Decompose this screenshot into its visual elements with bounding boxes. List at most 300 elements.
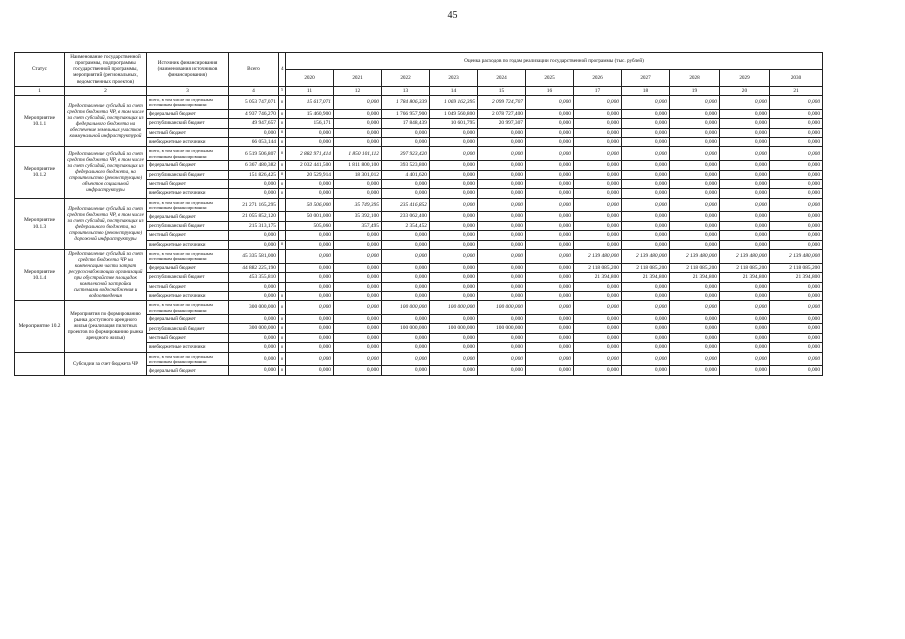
total-cell: 0,000 (229, 343, 279, 352)
value-cell: 0,000 (622, 291, 670, 300)
value-cell: 0,000 (622, 96, 670, 110)
value-cell: 0,000 (334, 249, 382, 263)
group-name: Мероприятия по формированию рынка доступного арендного жилья (реализация пилотных проектов по формированию рынка арендного жилья) (65, 301, 147, 352)
value-cell: 0,000 (622, 128, 670, 137)
total-cell: 0,000 (229, 189, 279, 198)
value-cell: 0,000 (478, 291, 526, 300)
value-cell: 0,000 (622, 301, 670, 315)
value-cell: 2 118 085,200 (670, 263, 720, 272)
marker-cell: # (279, 324, 286, 333)
value-cell: 0,000 (526, 96, 574, 110)
value-cell: 0,000 (382, 343, 430, 352)
group-name: Предоставление субсидий за счет средств бюджета ЧР на компенсацию части затрат ресурсоснабжающих организаций при обустройстве площадок комплексной застройки системами водоснабжения и водоотведения (65, 249, 147, 300)
group-status: Мероприятие 10.1.2 (15, 147, 65, 198)
value-cell: 0,000 (382, 128, 430, 137)
marker-cell: # (279, 147, 286, 161)
marker-cell (279, 231, 286, 240)
source-cell: федеральный бюджет (147, 109, 229, 118)
value-cell: 0,000 (478, 240, 526, 249)
value-cell: 0,000 (720, 343, 770, 352)
value-cell: 0,000 (770, 119, 823, 128)
column-number-cell: 21 (770, 86, 823, 95)
value-cell: 0,000 (622, 231, 670, 240)
group-status: Мероприятие 10.1.1 (15, 96, 65, 147)
column-number-cell: 15 (478, 86, 526, 95)
value-cell: 0,000 (574, 333, 622, 342)
value-cell: 0,000 (286, 179, 334, 188)
value-cell: 0,000 (382, 282, 430, 291)
value-cell: 15 617,071 (286, 96, 334, 110)
value-cell: 0,000 (720, 366, 770, 375)
value-cell: 0,000 (286, 263, 334, 272)
value-cell: 0,000 (478, 273, 526, 282)
marker-cell: # (279, 343, 286, 352)
header-row-top (15, 53, 823, 70)
value-cell: 2 118 085,200 (622, 263, 670, 272)
value-cell: 0,000 (430, 333, 478, 342)
value-cell: 0,000 (622, 161, 670, 170)
value-cell: 0,000 (720, 352, 770, 366)
marker-cell: # (279, 179, 286, 188)
value-cell: 0,000 (622, 170, 670, 179)
value-cell: 0,000 (622, 137, 670, 146)
value-cell: 0,000 (770, 96, 823, 110)
value-cell: 0,000 (574, 343, 622, 352)
value-cell: 235 416,852 (382, 198, 430, 212)
value-cell: 2 139 480,000 (770, 249, 823, 263)
header-year-2020: 2020 (286, 69, 334, 86)
value-cell: 0,000 (334, 301, 382, 315)
value-cell: 0,000 (526, 109, 574, 118)
total-cell: 0,000 (229, 179, 279, 188)
value-cell: 0,000 (478, 198, 526, 212)
value-cell: 0,000 (670, 324, 720, 333)
source-cell: всего, в том числе по отдельным источникам финансирования: (147, 198, 229, 212)
value-cell: 0,000 (526, 343, 574, 352)
value-cell: 0,000 (430, 231, 478, 240)
source-cell: всего, в том числе по отдельным источникам финансирования: (147, 301, 229, 315)
value-cell: 2 118 085,200 (720, 263, 770, 272)
value-cell: 0,000 (526, 170, 574, 179)
value-cell: 505,060 (286, 221, 334, 230)
value-cell: 0,000 (430, 366, 478, 375)
source-cell: внебюджетные источники (147, 291, 229, 300)
value-cell: 0,000 (670, 212, 720, 221)
marker-cell (279, 249, 286, 263)
source-cell: федеральный бюджет (147, 161, 229, 170)
total-cell: 21 271 165,295 (229, 198, 279, 212)
value-cell: 0,000 (770, 301, 823, 315)
total-cell: 300 000,000 (229, 301, 279, 315)
total-cell: 0,000 (229, 315, 279, 324)
value-cell: 0,000 (430, 291, 478, 300)
group-name: Субсидии за счет бюджета ЧР (65, 352, 147, 375)
column-number-cell: 17 (574, 86, 622, 95)
value-cell: 1 049 560,800 (430, 109, 478, 118)
value-cell: 0,000 (286, 324, 334, 333)
value-cell: 0,000 (622, 221, 670, 230)
value-cell: 0,000 (574, 221, 622, 230)
value-cell: 0,000 (334, 291, 382, 300)
table-row (15, 301, 823, 315)
value-cell: 0,000 (770, 343, 823, 352)
value-cell: 0,000 (478, 352, 526, 366)
value-cell: 100 000,000 (478, 324, 526, 333)
value-cell: 0,000 (526, 137, 574, 146)
value-cell: 0,000 (526, 161, 574, 170)
value-cell: 0,000 (720, 231, 770, 240)
source-cell: местный бюджет (147, 333, 229, 342)
value-cell: 0,000 (382, 137, 430, 146)
header-year-2025: 2025 (526, 69, 574, 86)
value-cell: 0,000 (770, 189, 823, 198)
value-cell: 0,000 (382, 333, 430, 342)
marker-cell (279, 212, 286, 221)
value-cell: 0,000 (670, 96, 720, 110)
value-cell: 397 923,420 (382, 147, 430, 161)
column-number-cell: 4 (229, 86, 279, 95)
value-cell: 0,000 (286, 343, 334, 352)
value-cell: 0,000 (382, 240, 430, 249)
value-cell: 0,000 (720, 161, 770, 170)
value-cell: 0,000 (670, 301, 720, 315)
value-cell: 0,000 (286, 137, 334, 146)
value-cell: 0,000 (670, 366, 720, 375)
marker-cell: # (279, 315, 286, 324)
value-cell: 0,000 (670, 231, 720, 240)
column-number-cell: 3 (147, 86, 229, 95)
table-row (15, 198, 823, 212)
value-cell: 0,000 (770, 221, 823, 230)
header-year-2029: 2029 (720, 69, 770, 86)
value-cell: 0,000 (478, 231, 526, 240)
column-number-cell: 11 (286, 86, 334, 95)
value-cell: 0,000 (526, 282, 574, 291)
page-number: 45 (447, 10, 458, 21)
column-number-cell: 2 (65, 86, 147, 95)
value-cell: 0,000 (430, 170, 478, 179)
value-cell: 0,000 (526, 212, 574, 221)
value-cell: 0,000 (430, 273, 478, 282)
marker-cell (279, 198, 286, 212)
value-cell: 0,000 (574, 179, 622, 188)
group-name: Предоставление субсидий за счет средств бюджета ЧР, в том числе за счет субсидий, поступающих из федерального бюджета на обеспечение земельных участков коммунальной инфраструктурой (65, 96, 147, 147)
value-cell: 1 811 800,100 (334, 161, 382, 170)
value-cell: 1 766 957,900 (382, 109, 430, 118)
header-year-2027: 2027 (622, 69, 670, 86)
source-cell: республиканский бюджет (147, 273, 229, 282)
total-cell: 0,000 (229, 282, 279, 291)
value-cell: 0,000 (526, 315, 574, 324)
value-cell: 0,000 (670, 343, 720, 352)
value-cell: 0,000 (670, 282, 720, 291)
total-cell: 0,000 (229, 366, 279, 375)
value-cell: 0,000 (720, 324, 770, 333)
value-cell: 0,000 (622, 147, 670, 161)
value-cell: 0,000 (430, 249, 478, 263)
column-number-cell: 13 (382, 86, 430, 95)
group-name: Предоставление субсидий за счет средств бюджета ЧР, в том числе за счет субсидий, поступающих из федерального бюджета, на строительство (реконструкцию) объектов социальной инфраструктуры (65, 147, 147, 198)
value-cell: 2 139 480,000 (574, 249, 622, 263)
value-cell: 0,000 (720, 291, 770, 300)
value-cell: 0,000 (478, 282, 526, 291)
value-cell: 0,000 (286, 231, 334, 240)
value-cell: 0,000 (720, 96, 770, 110)
total-cell: 4 937 746,270 (229, 109, 279, 118)
value-cell: 2 139 480,000 (622, 249, 670, 263)
value-cell: 21 394,800 (770, 273, 823, 282)
header-year-2023: 2023 (430, 69, 478, 86)
value-cell: 0,000 (720, 301, 770, 315)
value-cell: 2 354,452 (382, 221, 430, 230)
value-cell: 2 118 085,200 (770, 263, 823, 272)
value-cell: 0,000 (526, 291, 574, 300)
value-cell: 35 749,395 (334, 198, 382, 212)
marker-cell: # (279, 96, 286, 110)
value-cell: 0,000 (770, 170, 823, 179)
value-cell: 0,000 (574, 119, 622, 128)
value-cell: 0,000 (574, 352, 622, 366)
source-cell: всего, в том числе по отдельным источникам финансирования: (147, 96, 229, 110)
value-cell: 0,000 (622, 212, 670, 221)
value-cell: 0,000 (670, 128, 720, 137)
value-cell: 0,000 (622, 324, 670, 333)
header-year-2030: 2030 (770, 69, 823, 86)
value-cell: 0,000 (720, 170, 770, 179)
value-cell: 0,000 (526, 324, 574, 333)
marker-cell: # (279, 240, 286, 249)
value-cell: 0,000 (670, 147, 720, 161)
value-cell: 0,000 (622, 109, 670, 118)
column-number-cell: 1 (15, 86, 65, 95)
value-cell: 0,000 (526, 189, 574, 198)
value-cell: 0,000 (574, 170, 622, 179)
value-cell: 0,000 (526, 366, 574, 375)
value-cell: 0,000 (334, 240, 382, 249)
value-cell: 0,000 (526, 147, 574, 161)
value-cell: 20 529,914 (286, 170, 334, 179)
table-row (15, 249, 823, 263)
total-cell: 5 053 747,071 (229, 96, 279, 110)
total-cell: 0,000 (229, 231, 279, 240)
source-cell: местный бюджет (147, 179, 229, 188)
value-cell: 0,000 (430, 137, 478, 146)
value-cell: 0,000 (286, 352, 334, 366)
value-cell: 0,000 (770, 315, 823, 324)
value-cell: 0,000 (478, 343, 526, 352)
value-cell: 0,000 (478, 366, 526, 375)
value-cell: 0,000 (286, 282, 334, 291)
value-cell: 0,000 (382, 249, 430, 263)
value-cell: 0,000 (286, 273, 334, 282)
group-status: Мероприятие 10.2 (15, 301, 65, 352)
value-cell: 0,000 (574, 147, 622, 161)
value-cell: 0,000 (720, 240, 770, 249)
column-number-cell: 12 (334, 86, 382, 95)
value-cell: 0,000 (334, 189, 382, 198)
source-cell: республиканский бюджет (147, 221, 229, 230)
value-cell: 0,000 (478, 179, 526, 188)
value-cell: 0,000 (670, 161, 720, 170)
marker-cell: # (279, 128, 286, 137)
value-cell: 0,000 (334, 352, 382, 366)
value-cell: 0,000 (770, 366, 823, 375)
value-cell: 0,000 (382, 366, 430, 375)
header-year-2022: 2022 (382, 69, 430, 86)
value-cell: 0,000 (574, 366, 622, 375)
source-cell: федеральный бюджет (147, 263, 229, 272)
value-cell: 0,000 (670, 170, 720, 179)
value-cell: 20 997,307 (478, 119, 526, 128)
marker-cell (279, 221, 286, 230)
total-cell: 44 882 225,190 (229, 263, 279, 272)
value-cell: 2 139 480,000 (670, 249, 720, 263)
header-year-2026: 2026 (574, 69, 622, 86)
value-cell: 0,000 (526, 198, 574, 212)
value-cell: 0,000 (382, 352, 430, 366)
value-cell: 0,000 (670, 179, 720, 188)
value-cell: 50 001,000 (286, 212, 334, 221)
value-cell: 0,000 (574, 282, 622, 291)
group-status: Мероприятие 10.1.3 (15, 198, 65, 249)
value-cell: 0,000 (526, 273, 574, 282)
value-cell: 0,000 (574, 231, 622, 240)
value-cell: 0,000 (574, 189, 622, 198)
value-cell: 0,000 (622, 119, 670, 128)
marker-cell: # (279, 161, 286, 170)
total-cell: 215 313,175 (229, 221, 279, 230)
value-cell: 0,000 (574, 198, 622, 212)
value-cell: 0,000 (670, 315, 720, 324)
value-cell: 0,000 (334, 324, 382, 333)
value-cell: 0,000 (478, 249, 526, 263)
value-cell: 0,000 (622, 240, 670, 249)
value-cell: 0,000 (670, 109, 720, 118)
value-cell: 0,000 (622, 198, 670, 212)
value-cell: 1 069 162,395 (430, 96, 478, 110)
value-cell: 0,000 (670, 240, 720, 249)
value-cell: 0,000 (430, 212, 478, 221)
value-cell: 0,000 (430, 128, 478, 137)
value-cell: 2 078 727,400 (478, 109, 526, 118)
value-cell: 156,171 (286, 119, 334, 128)
value-cell: 2 139 480,000 (720, 249, 770, 263)
value-cell: 100 000,000 (382, 324, 430, 333)
marker-cell (279, 273, 286, 282)
value-cell: 2 882 971,414 (286, 147, 334, 161)
value-cell: 17 848,439 (382, 119, 430, 128)
source-cell: местный бюджет (147, 231, 229, 240)
value-cell: 0,000 (670, 333, 720, 342)
value-cell: 35 392,100 (334, 212, 382, 221)
value-cell: 0,000 (622, 282, 670, 291)
value-cell: 0,000 (574, 109, 622, 118)
group-status: Мероприятие 10.1.4 (15, 249, 65, 300)
value-cell: 0,000 (526, 128, 574, 137)
value-cell: 1 784 806,339 (382, 96, 430, 110)
value-cell: 0,000 (286, 291, 334, 300)
total-cell: 49 947,657 (229, 119, 279, 128)
value-cell: 0,000 (382, 179, 430, 188)
value-cell: 0,000 (430, 240, 478, 249)
total-cell: 6 367 480,382 (229, 161, 279, 170)
value-cell: 0,000 (526, 231, 574, 240)
value-cell: 357,495 (334, 221, 382, 230)
marker-cell: # (279, 366, 286, 375)
total-cell: 300 000,000 (229, 324, 279, 333)
marker-cell: # (279, 119, 286, 128)
value-cell: 0,000 (670, 221, 720, 230)
value-cell: 0,000 (720, 212, 770, 221)
value-cell: 0,000 (622, 189, 670, 198)
value-cell: 0,000 (670, 137, 720, 146)
value-cell: 0,000 (478, 212, 526, 221)
value-cell: 0,000 (574, 291, 622, 300)
value-cell: 0,000 (770, 291, 823, 300)
table-body (15, 96, 823, 376)
value-cell: 0,000 (478, 161, 526, 170)
value-cell: 0,000 (286, 315, 334, 324)
value-cell: 0,000 (770, 240, 823, 249)
value-cell: 0,000 (720, 119, 770, 128)
total-cell: 6 519 506,807 (229, 147, 279, 161)
source-cell: местный бюджет (147, 128, 229, 137)
table-row (15, 96, 823, 110)
total-cell: 0,000 (229, 333, 279, 342)
value-cell: 0,000 (286, 301, 334, 315)
table-row (15, 352, 823, 366)
value-cell: 0,000 (526, 301, 574, 315)
total-cell: 21 055 852,120 (229, 212, 279, 221)
value-cell: 0,000 (478, 128, 526, 137)
table-row (15, 147, 823, 161)
marker-cell: # (279, 137, 286, 146)
value-cell: 50 506,000 (286, 198, 334, 212)
header-total: Всего (229, 53, 279, 87)
value-cell: 0,000 (430, 179, 478, 188)
value-cell: 0,000 (334, 119, 382, 128)
value-cell: 0,000 (382, 263, 430, 272)
value-cell: 0,000 (770, 128, 823, 137)
value-cell: 0,000 (720, 147, 770, 161)
value-cell: 0,000 (574, 212, 622, 221)
value-cell: 0,000 (478, 137, 526, 146)
value-cell: 0,000 (622, 366, 670, 375)
value-cell: 0,000 (382, 291, 430, 300)
value-cell: 0,000 (334, 343, 382, 352)
marker-cell: # (279, 109, 286, 118)
value-cell: 0,000 (720, 109, 770, 118)
value-cell: 0,000 (382, 189, 430, 198)
value-cell: 1 850 101,112 (334, 147, 382, 161)
total-cell: 66 053,144 (229, 137, 279, 146)
value-cell: 0,000 (430, 147, 478, 161)
value-cell: 0,000 (430, 189, 478, 198)
value-cell: 393 523,800 (382, 161, 430, 170)
value-cell: 233 062,400 (382, 212, 430, 221)
value-cell: 21 394,800 (622, 273, 670, 282)
total-cell: 0,000 (229, 291, 279, 300)
value-cell: 0,000 (770, 212, 823, 221)
value-cell: 0,000 (770, 282, 823, 291)
value-cell: 0,000 (574, 137, 622, 146)
total-cell: 45 335 581,000 (229, 249, 279, 263)
value-cell: 0,000 (382, 315, 430, 324)
source-cell: всего, в том числе по отдельным источникам финансирования: (147, 352, 229, 366)
marker-cell: # (279, 301, 286, 315)
value-cell: 0,000 (478, 221, 526, 230)
value-cell: 0,000 (574, 324, 622, 333)
